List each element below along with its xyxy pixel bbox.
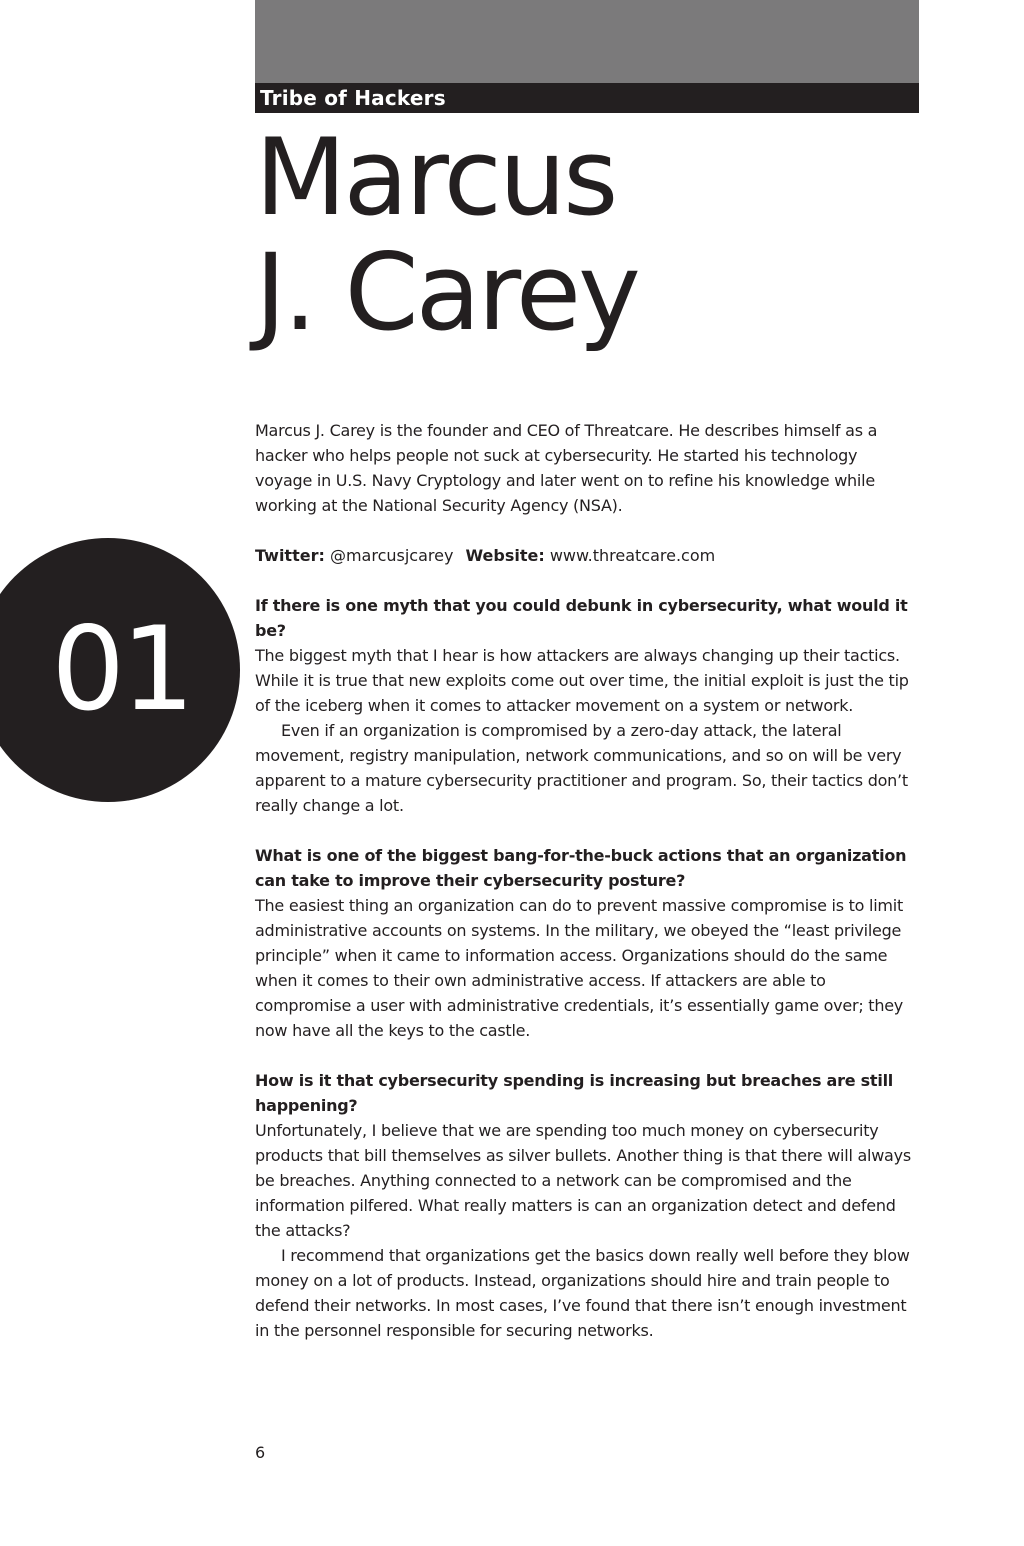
question-3: How is it that cybersecurity spending is increasing but breaches are still happening?: [255, 1071, 894, 1115]
twitter-handle: @marcusjcarey: [329, 546, 454, 565]
book-title: Tribe of Hackers: [260, 86, 446, 110]
twitter-label: Twitter:: [255, 546, 325, 565]
answer-1-paragraph-2: Even if an organization is compromised by a zero-day attack, the lateral movement, registry manipulation, network communications, and so on will be very apparent to a mature cybersecurity practitioner and program. So, their tactics don’t really change a lot.: [255, 721, 908, 815]
answer-1-paragraph-1: The biggest myth that I hear is how attackers are always changing up their tactics. While it is true that new exploits come out over time, the initial exploit is just the tip of the iceberg when it comes to attacker movement on a system or network.: [255, 646, 909, 715]
person-last-name: J. Carey: [255, 231, 638, 354]
book-title-bar: [255, 83, 919, 113]
chapter-number: 01: [51, 602, 191, 737]
website-label: Website:: [465, 546, 545, 565]
page-number: 6: [255, 1443, 266, 1462]
answer-3-paragraph-1: Unfortunately, I believe that we are spending too much money on cybersecurity products that bill themselves as silver bullets. Another thing is that there will always be breaches. Anything connected to a network can be compromised and the information pilfered. What really matters is can an organization detect and defend the attacks?: [255, 1121, 911, 1240]
website-url: www.threatcare.com: [549, 546, 716, 565]
question-2: What is one of the biggest bang-for-the-buck actions that an organization can take to improve their cybersecurity posture?: [255, 846, 907, 890]
article-body: [255, 418, 919, 1343]
person-first-name: Marcus: [255, 116, 616, 239]
header-band: [255, 0, 919, 83]
answer-2-paragraph-1: The easiest thing an organization can do to prevent massive compromise is to limit administrative accounts on systems. In the military, we obeyed the “least privilege principle” when it came to information access. Organizations should do the same when it comes to their own administrative access. If attackers are able to compromise a user with administrative credentials, it’s essentially game over; they now have all the keys to the castle.: [255, 896, 904, 1040]
chapter-badge: [0, 538, 240, 802]
bio-paragraph: Marcus J. Carey is the founder and CEO of Threatcare. He describes himself as a hacker who helps people not suck at cybersecurity. He started his technology voyage in U.S. Navy Cryptology and later went on to refine his knowledge while working at the National Security Agency (NSA).: [255, 421, 878, 515]
question-1: If there is one myth that you could debunk in cybersecurity, what would it be?: [255, 596, 908, 640]
answer-3-paragraph-2: I recommend that organizations get the basics down really well before they blow money on a lot of products. Instead, organizations should hire and train people to defend their networks. In most cases, I’ve found that there isn’t enough investment in the personnel responsible for securing networks.: [255, 1246, 910, 1340]
social-links: [255, 543, 919, 568]
